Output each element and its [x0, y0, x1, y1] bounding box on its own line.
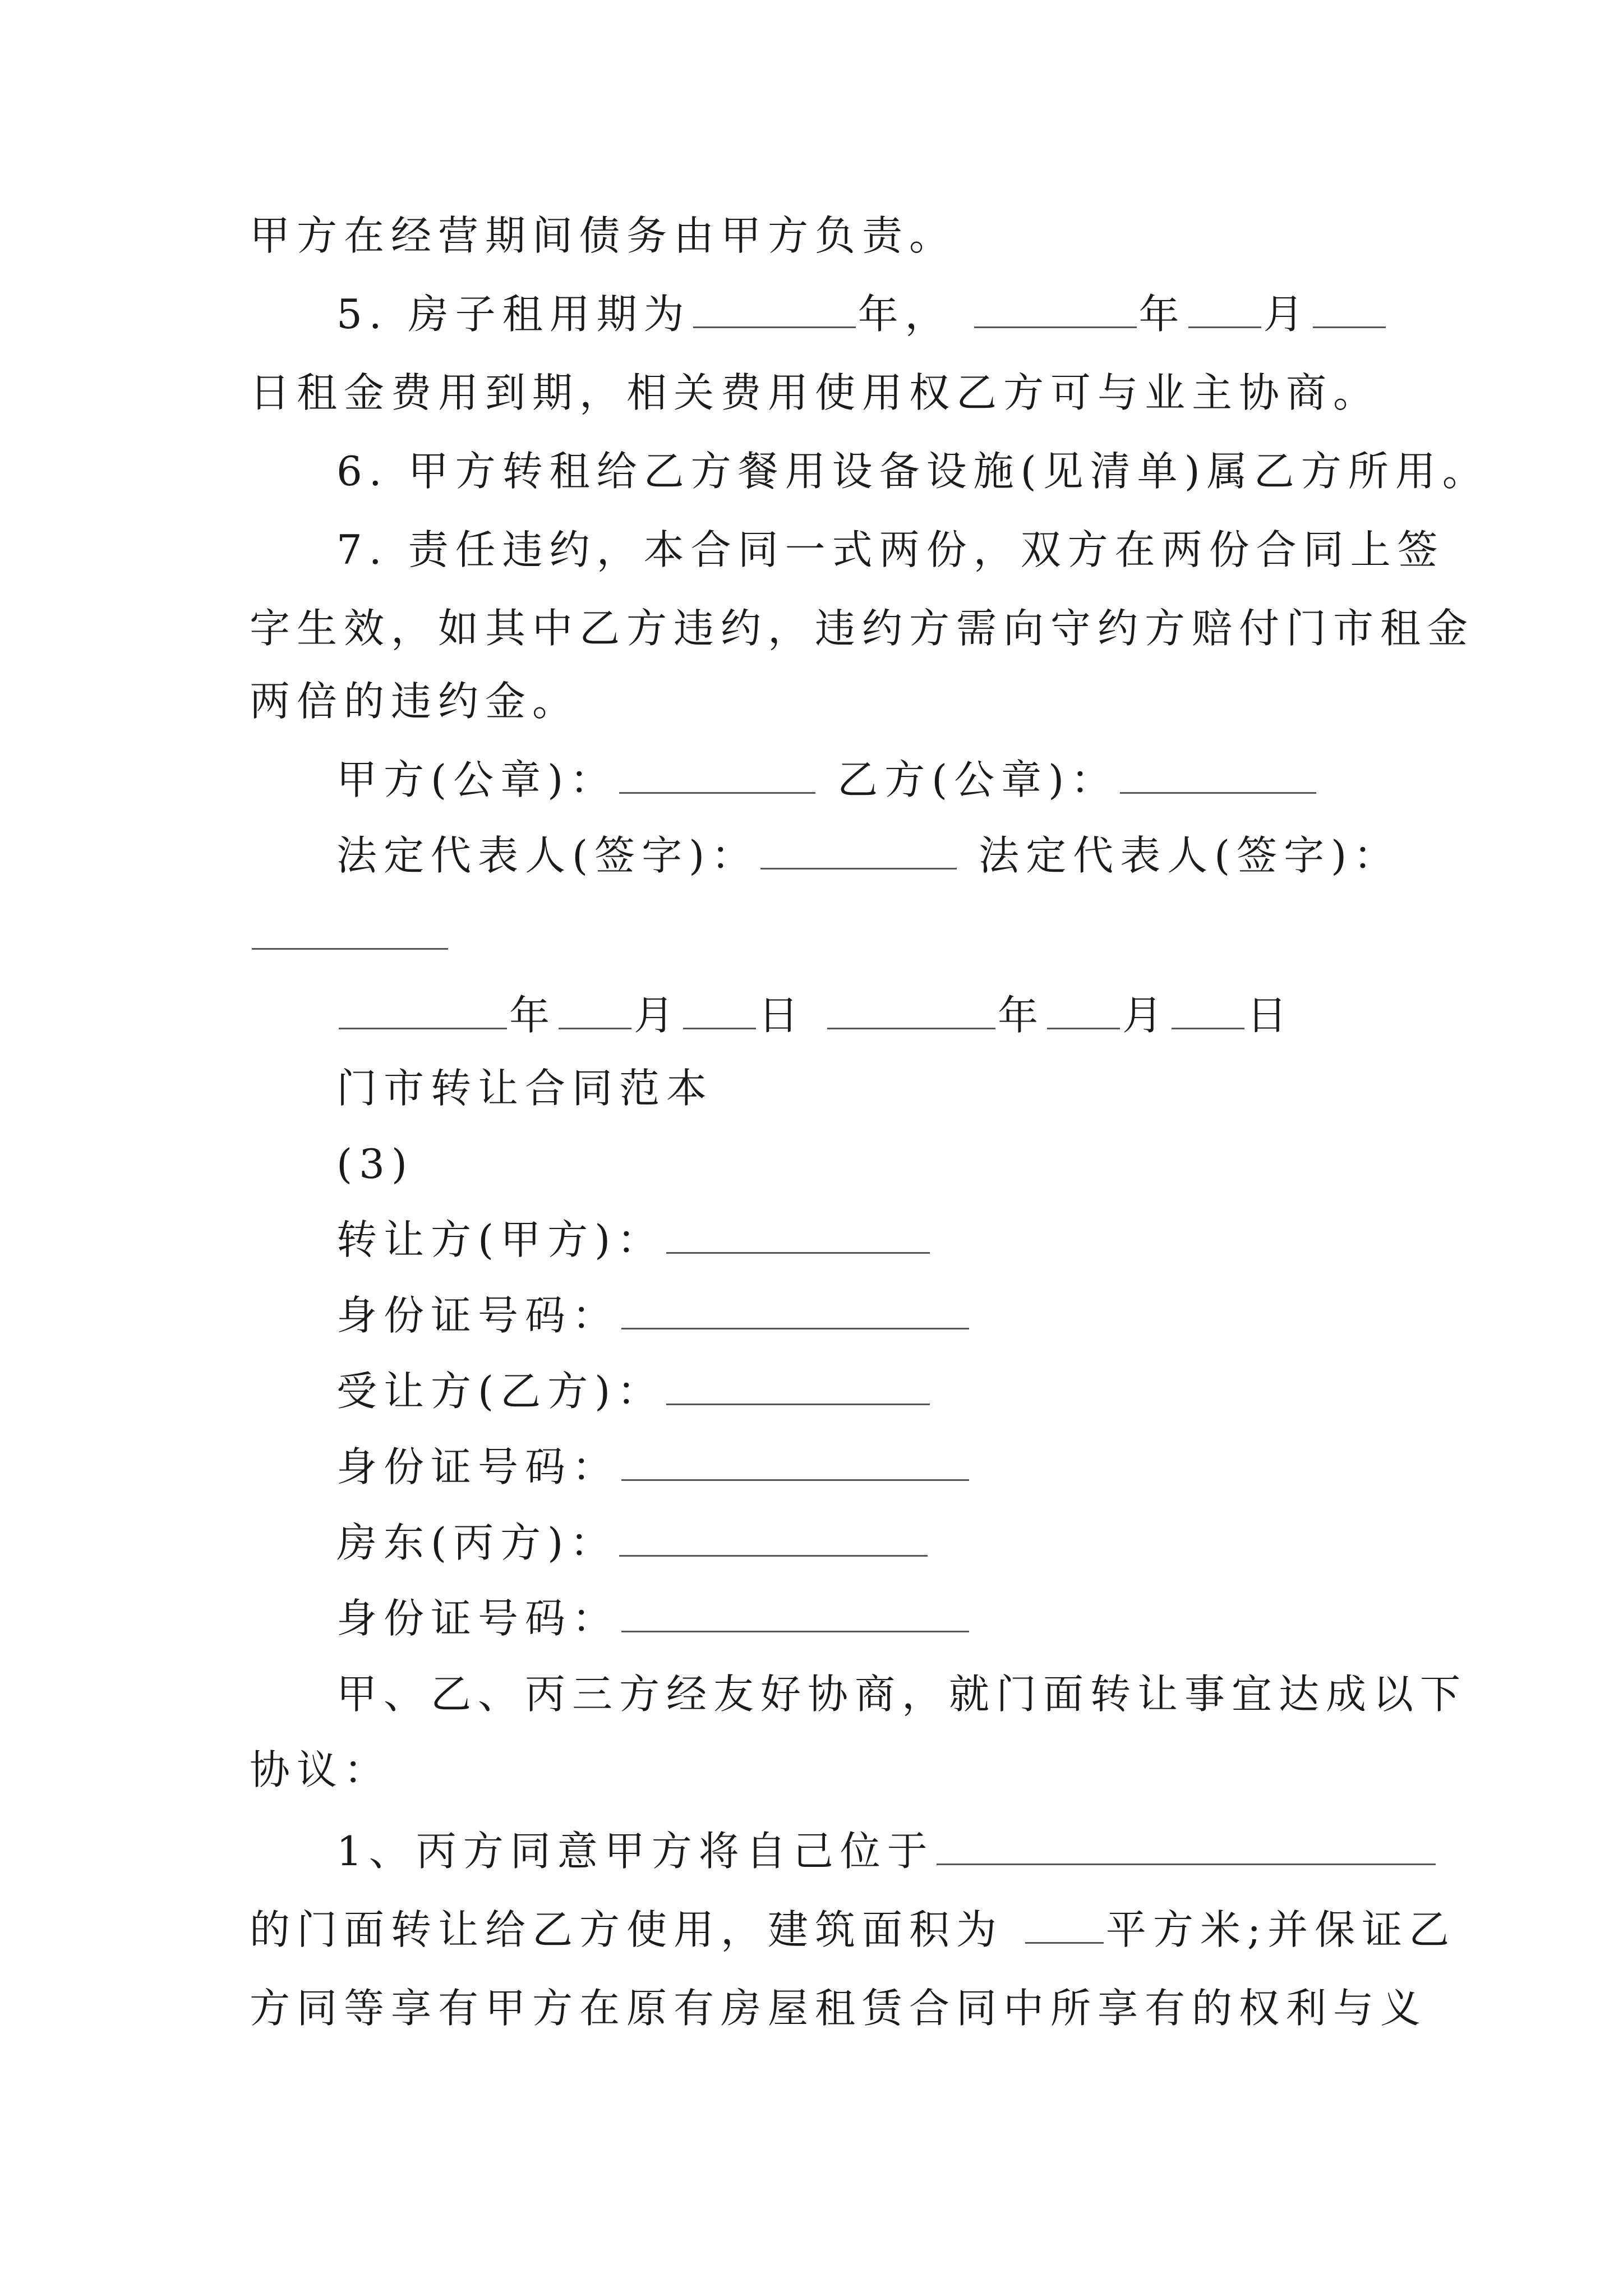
- clause-6: 6. 甲方转租给乙方餐用设备设施(见清单)属乙方所用。: [336, 448, 1490, 495]
- blank-field: [666, 1364, 930, 1405]
- intro-line-2: 协议：: [250, 1746, 391, 1793]
- blank-field: [760, 829, 957, 869]
- clause-1-line-3: 方同等享有甲方在原有房屋租赁合同中所享有的权利与义: [250, 1985, 1428, 2032]
- blank-field: [1172, 988, 1244, 1029]
- party-transferor: 转让方(甲方)：: [336, 1212, 932, 1268]
- section-title: 门市转让合同范本: [336, 1065, 714, 1112]
- clause-7-line-3: 两倍的违约金。: [250, 678, 580, 725]
- blank-field: [693, 287, 856, 328]
- blank-field: [937, 1824, 1436, 1865]
- blank-field: [1047, 988, 1120, 1029]
- party-transferee: 受让方(乙方)：: [336, 1363, 932, 1419]
- clause-5-line-1: 5. 房子租用期为 年， 年 月: [336, 286, 1388, 342]
- blank-field: [827, 988, 995, 1029]
- blank-field: [621, 1591, 969, 1632]
- clause-1-line-2: 的门面转让给乙方使用，建筑面积为 平方米;并保证乙: [250, 1902, 1456, 1958]
- party-landlord: 房东(丙方)：: [336, 1515, 930, 1571]
- clause-1-line-1: 1、丙方同意甲方将自己位于: [336, 1823, 1438, 1879]
- blank-field: [974, 287, 1137, 328]
- clause-7-line-2: 字生效，如其中乙方违约，违约方需向守约方赔付门市租金: [250, 605, 1475, 652]
- blank-field: [619, 753, 815, 794]
- party-id-1: 身份证号码：: [336, 1287, 971, 1343]
- date-line: 年 月 日 年 月 日: [336, 987, 1294, 1043]
- signature-seal-line: 甲方(公章)： 乙方(公章)：: [336, 752, 1318, 808]
- blank-field: [252, 926, 448, 950]
- clause-7-line-1: 7. 责任违约，本合同一式两份，双方在两份合同上签: [336, 526, 1445, 573]
- signature-legal-rep-line: 法定代表人(签字)： 法定代表人(签字)：: [336, 827, 1400, 884]
- blank-field: [1188, 287, 1261, 328]
- blank-field: [683, 988, 756, 1029]
- blank-field: [621, 1289, 969, 1329]
- blank-field: [559, 988, 631, 1029]
- party-id-2: 身份证号码：: [336, 1439, 971, 1495]
- blank-field: [621, 1440, 969, 1481]
- blank-field: [666, 1213, 930, 1254]
- section-number: (3): [336, 1140, 414, 1188]
- clause-5-line-2: 日租金费用到期，相关费用使用权乙方可与业主协商。: [250, 369, 1381, 416]
- paragraph-debt-continuation: 甲方在经营期间债务由甲方负责。: [250, 212, 957, 259]
- blank-field: [339, 988, 507, 1029]
- blank-field: [1313, 287, 1386, 328]
- blank-field: [1025, 1903, 1104, 1944]
- party-id-3: 身份证号码：: [336, 1590, 971, 1646]
- blank-field: [619, 1516, 928, 1557]
- blank-field: [1120, 753, 1316, 794]
- intro-line-1: 甲、乙、丙三方经友好协商，就门面转让事宜达成以下: [336, 1671, 1468, 1718]
